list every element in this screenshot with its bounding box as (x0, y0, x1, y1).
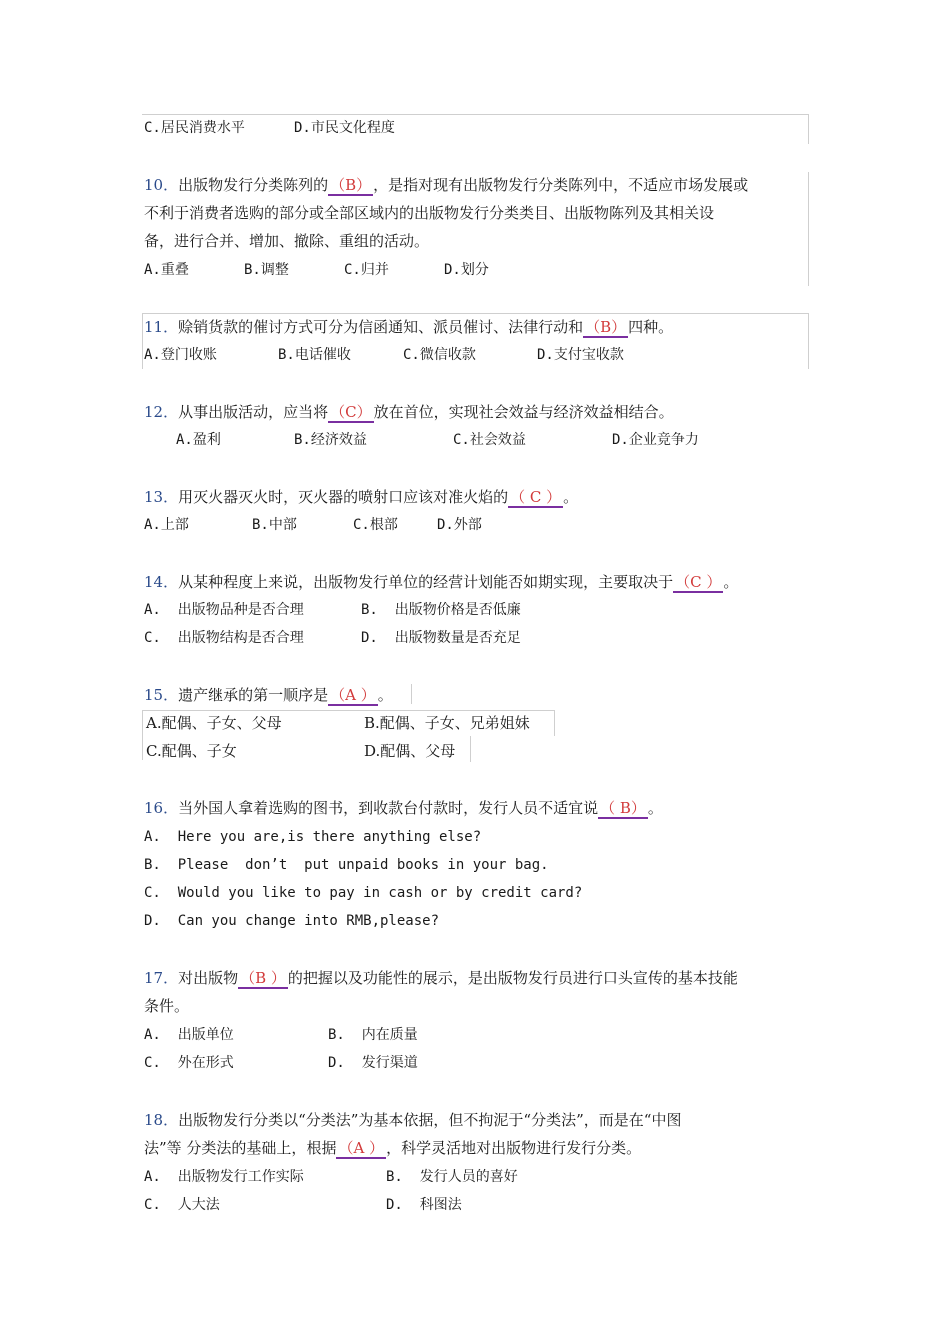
option-a: A. 出版单位 (144, 1027, 234, 1043)
option-b: B. 内在质量 (328, 1027, 418, 1043)
option-a: A.上部 (144, 517, 189, 533)
question-text: 18．出版物发行分类以“分类法”为基本依据，但不拘泥于“分类法”，而是在“中图 (144, 1111, 682, 1129)
option-d: D.企业竞争力 (612, 432, 699, 448)
table-border (142, 313, 143, 369)
option-c: C. 出版物结构是否合理 (144, 630, 304, 646)
option-c: C.居民消费水平 (144, 120, 245, 136)
answer-blank: （B） (585, 318, 627, 336)
answer-blank: （C） (330, 403, 372, 421)
table-border (554, 710, 555, 736)
option-a: A.重叠 (144, 262, 189, 278)
option-c: C. 人大法 (144, 1197, 220, 1213)
table-border (411, 684, 412, 704)
option-b: B. Please don’t put unpaid books in your bag. (144, 857, 549, 873)
table-border (142, 710, 143, 760)
table-border (808, 172, 809, 286)
option-d: D.支付宝收款 (537, 347, 624, 363)
option-c: C.配偶、子女 (146, 742, 237, 760)
question-text: 法”等 分类法的基础上，根据 （A ） ，科学灵活地对出版物进行发行分类。 (144, 1139, 642, 1157)
option-d: D. 发行渠道 (328, 1055, 418, 1071)
option-c: C. Would you like to pay in cash or by credit card? (144, 885, 583, 901)
option-d: D.市民文化程度 (294, 120, 395, 136)
answer-blank: （B） (330, 176, 372, 194)
answer-blank: （ C ） (510, 488, 562, 506)
table-border (808, 313, 809, 369)
option-d: D.外部 (437, 517, 482, 533)
question-text: 14．从某种程度上来说，出版物发行单位的经营计划能否如期实现，主要取决于 （C ） 。 (144, 573, 739, 591)
question-text: 16．当外国人拿着选购的图书，到收款台付款时，发行人员不适宜说 （ B） 。 (144, 799, 663, 817)
question-number: 15． (144, 686, 179, 704)
table-border (142, 114, 808, 115)
answer-blank: （C ） (675, 573, 722, 591)
option-b: B.中部 (252, 517, 297, 533)
table-border (142, 710, 554, 711)
question-number: 18． (144, 1111, 179, 1129)
option-a: A.盈利 (176, 432, 221, 448)
answer-blank: （A ） (338, 1139, 385, 1157)
option-a: A. Here you are,is there anything else? (144, 829, 482, 845)
table-border (808, 114, 809, 144)
question-number: 16． (144, 799, 179, 817)
option-a: A.配偶、子女、父母 (146, 714, 282, 732)
option-c: C.社会效益 (453, 432, 526, 448)
question-number: 14． (144, 573, 179, 591)
question-text: 备，进行合并、增加、撤除、重组的活动。 (144, 232, 430, 250)
answer-blank: （ B） (600, 799, 646, 817)
option-a: A.登门收账 (144, 347, 217, 363)
option-b: B.调整 (244, 262, 289, 278)
option-b: B. 出版物价格是否低廉 (361, 602, 521, 618)
option-c: C.微信收款 (403, 347, 476, 363)
question-text: 17．对出版物 （B ） 的把握以及功能性的展示，是出版物发行员进行口头宣传的基本技能 (144, 969, 738, 987)
option-a: A. 出版物品种是否合理 (144, 602, 304, 618)
question-number: 12． (144, 403, 179, 421)
option-b: B.电话催收 (278, 347, 351, 363)
answer-blank: （B ） (240, 969, 286, 987)
table-border (470, 736, 471, 762)
option-d: D.划分 (444, 262, 489, 278)
option-d: D. 出版物数量是否充足 (361, 630, 521, 646)
option-b: B.经济效益 (294, 432, 367, 448)
question-text: 12．从事出版活动，应当将 （C） 放在首位，实现社会效益与经济效益相结合。 (144, 403, 674, 421)
option-b: B. 发行人员的喜好 (386, 1169, 518, 1185)
answer-blank: （A ） (330, 686, 376, 704)
option-c: C.根部 (353, 517, 398, 533)
question-text: 条件。 (144, 997, 190, 1015)
option-c: C. 外在形式 (144, 1055, 234, 1071)
table-border (142, 313, 808, 314)
option-c: C.归并 (344, 262, 389, 278)
question-text: 13．用灭火器灭火时，灭火器的喷射口应该对准火焰的 （ C ） 。 (144, 488, 579, 506)
option-d: D.配偶、父母 (364, 742, 456, 760)
option-d: D. Can you change into RMB,please? (144, 913, 440, 929)
option-d: D. 科图法 (386, 1197, 462, 1213)
question-text: 10．出版物发行分类陈列的 （B） ，是指对现有出版物发行分类陈列中，不适应市场发展或 (144, 176, 749, 194)
question-number: 10． (144, 176, 179, 194)
question-text: 11．赊销货款的催讨方式可分为信函通知、派员催讨、法律行动和 （B） 四种。 (144, 318, 674, 336)
question-number: 13． (144, 488, 179, 506)
option-b: B.配偶、子女、兄弟姐妹 (364, 714, 530, 732)
question-text: 15．遗产继承的第一顺序是 （A ） 。 (144, 686, 393, 704)
question-number: 17． (144, 969, 179, 987)
question-text: 不利于消费者选购的部分或全部区域内的出版物发行分类类目、出版物陈列及其相关设 (144, 204, 715, 222)
option-a: A. 出版物发行工作实际 (144, 1169, 304, 1185)
question-number: 11． (144, 318, 179, 336)
